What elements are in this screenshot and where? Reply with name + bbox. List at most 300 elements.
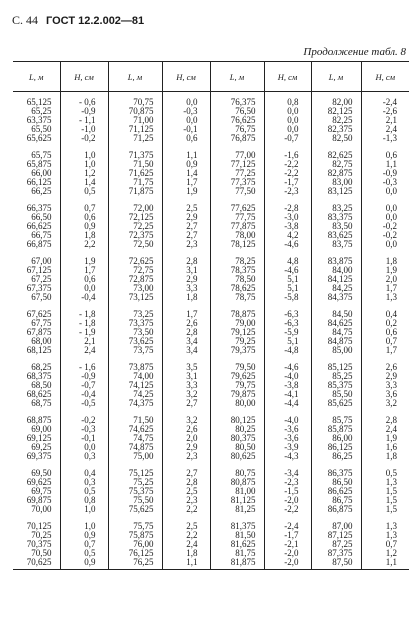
table-cell: 71,00: [133, 115, 154, 126]
table-cell: 0,5: [84, 486, 96, 497]
table-cell: 86,875: [327, 504, 353, 515]
table-cell: -2,3: [284, 186, 299, 197]
table-cell: -2,8: [284, 203, 299, 213]
table-cell: -0,3: [81, 424, 96, 435]
table-cell: 1,0: [84, 159, 96, 170]
table-cell: 2,9: [186, 274, 198, 285]
table-cell: 82,75: [332, 159, 353, 170]
table-cell: -4,6: [284, 265, 299, 276]
table-cell: 2,4: [385, 424, 397, 435]
table-cell: -2,2: [284, 168, 299, 179]
table-cell: 78,25: [235, 256, 256, 266]
table-cell: 67,875: [26, 327, 52, 338]
value-block: [211, 410, 264, 463]
table-cell: 2,6: [186, 424, 198, 435]
value-block: [265, 357, 311, 410]
table-cell: 67,00: [31, 256, 52, 266]
table-cell: 1,8: [385, 256, 397, 266]
table-cell: -2,3: [284, 477, 299, 488]
table-cell: 3,3: [186, 283, 198, 294]
table-cell: -2,2: [284, 159, 299, 170]
value-block: [109, 357, 162, 410]
table-cell: 76,75: [235, 124, 256, 135]
table-cell: 66,25: [31, 186, 52, 197]
column-h-1: [60, 92, 108, 570]
table-cell: 71,125: [128, 124, 154, 135]
table-cell: 67,75: [31, 318, 52, 329]
value-block: [362, 304, 410, 357]
table-cell: -4,0: [284, 371, 299, 382]
header-l-2: L, м: [108, 62, 162, 92]
table-cell: -3,4: [284, 468, 299, 478]
table-cell: 5,1: [287, 283, 299, 294]
value-block: [61, 145, 108, 198]
table-cell: 84,875: [327, 336, 353, 347]
value-block: [312, 357, 361, 410]
table-cell: 81,125: [230, 495, 256, 506]
value-block: [265, 410, 311, 463]
table-cell: -0,2: [81, 415, 96, 425]
table-cell: 0,6: [84, 212, 96, 223]
table-cell: -2,6: [382, 106, 397, 117]
table-cell: 0,7: [385, 336, 397, 347]
value-block: [61, 410, 108, 463]
table-cell: 1,7: [385, 345, 397, 356]
table-cell: 81,75: [235, 548, 256, 559]
table-cell: 84,25: [332, 283, 353, 294]
table-cell: 0,7: [84, 203, 96, 213]
table-cell: 84,125: [327, 274, 353, 285]
table-cell: 86,375: [327, 468, 353, 478]
table-cell: 0,9: [84, 530, 96, 541]
table-cell: 1,8: [84, 230, 96, 241]
table-cell: 3,1: [186, 371, 198, 382]
value-block: [265, 251, 311, 304]
table-cell: 2,8: [186, 256, 198, 266]
value-block: [13, 251, 60, 304]
table-cell: -4,6: [284, 239, 299, 250]
column-l-2: [108, 92, 162, 570]
table-cell: 68,75: [31, 398, 52, 409]
table-cell: 87,25: [332, 539, 353, 550]
table-cell: 85,00: [332, 345, 353, 356]
table-cell: 3,2: [186, 389, 198, 400]
value-block: [109, 145, 162, 198]
value-block: [211, 357, 264, 410]
value-block: [312, 92, 361, 145]
table-cell: 76,00: [133, 539, 154, 550]
table-cell: 80,375: [230, 433, 256, 444]
table-cell: 81,625: [230, 539, 256, 550]
table-cell: 68,375: [26, 371, 52, 382]
table-cell: 78,00: [235, 230, 256, 241]
table-cell: - 1,9: [79, 327, 96, 338]
table-cell: 0,0: [84, 442, 96, 453]
table-cell: 0,0: [287, 124, 299, 135]
table-cell: 0,5: [84, 548, 96, 559]
value-block: [312, 463, 361, 516]
value-block: [362, 251, 410, 304]
table-cell: 79,375: [230, 345, 256, 356]
table-cell: 3,4: [186, 336, 198, 347]
table-cell: 3,6: [385, 389, 397, 400]
value-block: [362, 463, 410, 516]
table-cell: 67,25: [31, 274, 52, 285]
value-block: [265, 304, 311, 357]
table-cell: 2,9: [385, 371, 397, 382]
table-cell: -4,6: [284, 362, 299, 372]
table-cell: 67,50: [31, 292, 52, 303]
table-cell: 73,00: [133, 283, 154, 294]
table-cell: 69,875: [26, 495, 52, 506]
value-block: [61, 251, 108, 304]
table-cell: 87,125: [327, 530, 353, 541]
table-cell: 1,2: [385, 548, 397, 559]
table-cell: 79,875: [230, 389, 256, 400]
header-l-3: L, м: [210, 62, 264, 92]
table-cell: 82,625: [327, 150, 353, 160]
table-cell: 75,375: [128, 486, 154, 497]
value-block: [265, 145, 311, 198]
table-cell: 66,50: [31, 212, 52, 223]
table-cell: -5,9: [284, 327, 299, 338]
value-block: [163, 410, 210, 463]
data-table: [13, 61, 409, 570]
table-cell: 70,625: [26, 557, 52, 568]
table-cell: 2,9: [186, 212, 198, 223]
value-block: [109, 410, 162, 463]
value-block: [163, 251, 210, 304]
table-cell: 0,6: [186, 133, 198, 144]
table-cell: 1,8: [385, 451, 397, 462]
value-block: [109, 92, 162, 145]
table-cell: 75,625: [128, 504, 154, 515]
table-cell: 2,0: [385, 274, 397, 285]
table-cell: 0,0: [186, 97, 198, 107]
table-cell: - 1,8: [79, 309, 96, 319]
table-cell: 2,6: [186, 318, 198, 329]
table-cell: 1,3: [385, 530, 397, 541]
table-cell: 76,875: [230, 133, 256, 144]
table-cell: 65,25: [31, 106, 52, 117]
table-cell: 2,4: [385, 124, 397, 135]
value-block: [362, 516, 410, 569]
table-cell: 63,375: [26, 115, 52, 126]
table-cell: 1,1: [385, 557, 397, 568]
table-cell: 77,00: [235, 150, 256, 160]
value-block: [13, 304, 60, 357]
table-cell: 0,8: [287, 97, 299, 107]
value-block: [13, 198, 60, 251]
table-cell: 3,2: [186, 415, 198, 425]
table-cell: 69,75: [31, 486, 52, 497]
table-cell: 1,7: [186, 177, 198, 188]
value-block: [362, 145, 410, 198]
table-cell: 0,6: [385, 150, 397, 160]
table-cell: 1,4: [84, 177, 96, 188]
table-cell: 76,625: [230, 115, 256, 126]
table-cell: 0,4: [385, 309, 397, 319]
table-cell: 1,8: [186, 548, 198, 559]
table-cell: 5,1: [287, 274, 299, 285]
table-cell: 80,50: [235, 442, 256, 453]
value-block: [163, 516, 210, 569]
table-cell: 73,125: [128, 292, 154, 303]
table-cell: 70,125: [26, 521, 52, 531]
table-cell: 1,3: [385, 292, 397, 303]
table-cell: 2,4: [84, 345, 96, 356]
column-l-4: [311, 92, 361, 570]
table-cell: 1,3: [385, 477, 397, 488]
table-cell: 0,0: [186, 115, 198, 126]
table-cell: - 1,6: [79, 362, 96, 372]
table-cell: 76,125: [128, 548, 154, 559]
table-cell: 2,5: [186, 486, 198, 497]
table-cell: 84,375: [327, 292, 353, 303]
value-block: [109, 463, 162, 516]
header-h-3: H, см: [264, 62, 311, 92]
table-cell: 0,5: [84, 186, 96, 197]
table-cell: 1,9: [385, 433, 397, 444]
table-cell: 0,0: [287, 106, 299, 117]
table-cell: 67,125: [26, 265, 52, 276]
table-cell: 74,125: [128, 380, 154, 391]
table-cell: 74,75: [133, 433, 154, 444]
table-cell: 2,1: [385, 115, 397, 126]
table-cell: 2,3: [186, 451, 198, 462]
table-cell: 81,25: [235, 504, 256, 515]
table-cell: 79,75: [235, 380, 256, 391]
table-cell: 66,00: [31, 168, 52, 179]
value-block: [13, 410, 60, 463]
table-cell: 4,2: [287, 230, 299, 241]
value-block: [163, 357, 210, 410]
table-cell: -3,9: [284, 442, 299, 453]
table-cell: 0,0: [287, 115, 299, 126]
table-cell: 80,25: [235, 424, 256, 435]
table-cell: 65,125: [26, 97, 52, 107]
table-cell: -3,8: [284, 380, 299, 391]
table-cell: 84,00: [332, 265, 353, 276]
table-cell: 1,9: [186, 186, 198, 197]
value-block: [61, 92, 108, 145]
table-cell: 2,4: [186, 539, 198, 550]
table-cell: 3,5: [186, 362, 198, 372]
value-block: [13, 145, 60, 198]
table-cell: 81,00: [235, 486, 256, 497]
value-block: [211, 304, 264, 357]
table-cell: 0,2: [385, 318, 397, 329]
table-cell: 65,875: [26, 159, 52, 170]
value-block: [109, 251, 162, 304]
table-cell: 85,375: [327, 380, 353, 391]
table-cell: 3,4: [186, 345, 198, 356]
value-block: [13, 463, 60, 516]
table-cell: -0,7: [81, 380, 96, 391]
table-cell: -5,8: [284, 292, 299, 303]
table-cell: 66,625: [26, 221, 52, 232]
table-cell: 3,3: [385, 380, 397, 391]
table-cell: 80,75: [235, 468, 256, 478]
table-continuation-title: Продолжение табл. 8: [303, 46, 406, 58]
table-cell: 72,00: [133, 203, 154, 213]
table-cell: 69,25: [31, 442, 52, 453]
table-cell: -0,2: [81, 133, 96, 144]
value-block: [312, 304, 361, 357]
table-cell: 85,50: [332, 389, 353, 400]
value-block: [163, 145, 210, 198]
table-cell: 81,375: [230, 521, 256, 531]
table-cell: 1,2: [84, 168, 96, 179]
table-cell: -1,5: [284, 486, 299, 497]
page-header: [12, 13, 144, 28]
table-cell: 2,0: [186, 433, 198, 444]
header-l-1: L, м: [13, 62, 60, 92]
table-cell: 68,00: [31, 336, 52, 347]
table-cell: 82,375: [327, 124, 353, 135]
table-cell: 77,125: [230, 159, 256, 170]
table-cell: 76,375: [230, 97, 256, 107]
value-block: [312, 145, 361, 198]
table-cell: 1,0: [84, 504, 96, 515]
table-cell: -0,4: [81, 389, 96, 400]
table-cell: 85,125: [327, 362, 353, 372]
table-cell: 2,9: [186, 442, 198, 453]
value-block: [13, 357, 60, 410]
table-cell: -0,4: [81, 292, 96, 303]
table-cell: -4,8: [284, 345, 299, 356]
table-cell: -0,9: [382, 168, 397, 179]
table-cell: 79,50: [235, 362, 256, 372]
table-cell: 66,125: [26, 177, 52, 188]
table-cell: 72,625: [128, 256, 154, 266]
table-cell: 65,75: [31, 150, 52, 160]
table-cell: 84,625: [327, 318, 353, 329]
table-cell: 2,8: [186, 327, 198, 338]
table-cell: -3,6: [284, 433, 299, 444]
table-cell: 78,625: [230, 283, 256, 294]
column-l-1: [13, 92, 60, 570]
table-cell: - 0,6: [79, 97, 96, 107]
table-cell: 0,6: [385, 327, 397, 338]
table-cell: 70,00: [31, 504, 52, 515]
table-cell: 82,875: [327, 168, 353, 179]
table-cell: 1,7: [186, 309, 198, 319]
table-cell: 1,6: [385, 442, 397, 453]
table-cell: 85,25: [332, 371, 353, 382]
table-cell: 82,125: [327, 106, 353, 117]
header-l-4: L, м: [311, 62, 361, 92]
table-cell: 72,875: [128, 274, 154, 285]
table-cell: 79,25: [235, 336, 256, 347]
table-cell: -1,0: [81, 124, 96, 135]
table-cell: 83,50: [332, 221, 353, 232]
table-cell: 85,75: [332, 415, 353, 425]
value-block: [312, 410, 361, 463]
table-cell: -2,0: [284, 548, 299, 559]
table-cell: -0,7: [284, 133, 299, 144]
table-cell: 80,00: [235, 398, 256, 409]
table-cell: 0,3: [84, 477, 96, 488]
table-cell: 80,875: [230, 477, 256, 488]
table-cell: 86,75: [332, 495, 353, 506]
table-cell: 69,625: [26, 477, 52, 488]
value-block: [312, 251, 361, 304]
value-block: [163, 304, 210, 357]
value-block: [163, 463, 210, 516]
table-cell: -2,2: [284, 504, 299, 515]
table-cell: 75,75: [133, 521, 154, 531]
table-cell: -1,3: [382, 133, 397, 144]
value-block: [211, 516, 264, 569]
table-cell: 74,25: [133, 389, 154, 400]
table-cell: 74,875: [128, 442, 154, 453]
table-cell: -3,0: [284, 212, 299, 223]
table-cell: 66,375: [26, 203, 52, 213]
value-block: [163, 198, 210, 251]
table-cell: -0,1: [183, 124, 198, 135]
value-block: [312, 516, 361, 569]
table-cell: 65,625: [26, 133, 52, 144]
table-cell: -4,4: [284, 398, 299, 409]
standard-code: ГОСТ 12.2.002—81: [46, 15, 145, 27]
table-cell: 87,00: [332, 521, 353, 531]
table-cell: 1,4: [186, 168, 198, 179]
table-cell: 78,50: [235, 274, 256, 285]
table-cell: 77,75: [235, 212, 256, 223]
table-cell: 78,875: [230, 309, 256, 319]
table-cell: 68,625: [26, 389, 52, 400]
table-cell: 82,00: [332, 97, 353, 107]
table-cell: 77,625: [230, 203, 256, 213]
table-cell: 86,125: [327, 442, 353, 453]
table-cell: 1,9: [385, 265, 397, 276]
table-cell: 2,5: [186, 521, 198, 531]
table-cell: 83,00: [332, 177, 353, 188]
table-cell: 2,2: [84, 239, 96, 250]
table-cell: 86,50: [332, 477, 353, 488]
table-cell: 2,8: [186, 477, 198, 488]
table-cell: 2,3: [186, 239, 198, 250]
table-cell: -4,0: [284, 415, 299, 425]
header-h-2: H, см: [162, 62, 210, 92]
table-cell: 74,375: [128, 398, 154, 409]
table-cell: 1,1: [186, 557, 198, 568]
table-cell: 73,25: [133, 309, 154, 319]
table-cell: - 1,8: [79, 318, 96, 329]
value-block: [265, 463, 311, 516]
value-block: [211, 92, 264, 145]
table-cell: 2,3: [186, 495, 198, 506]
table-cell: 3,2: [385, 398, 397, 409]
table-cell: 87,375: [327, 548, 353, 559]
table-cell: 1,7: [84, 265, 96, 276]
table-cell: 76,50: [235, 106, 256, 117]
value-block: [109, 516, 162, 569]
table-cell: 66,75: [31, 230, 52, 241]
table-cell: 68,125: [26, 345, 52, 356]
column-l-3: [210, 92, 264, 570]
table-cell: - 1,1: [79, 115, 96, 126]
table-cell: 74,625: [128, 424, 154, 435]
value-block: [211, 251, 264, 304]
table-cell: -0,2: [382, 230, 397, 241]
table-body-row: [13, 92, 409, 570]
table-cell: 0,9: [186, 159, 198, 170]
table-cell: 83,25: [332, 203, 353, 213]
table-cell: 0,0: [385, 212, 397, 223]
table-cell: 1,7: [385, 283, 397, 294]
